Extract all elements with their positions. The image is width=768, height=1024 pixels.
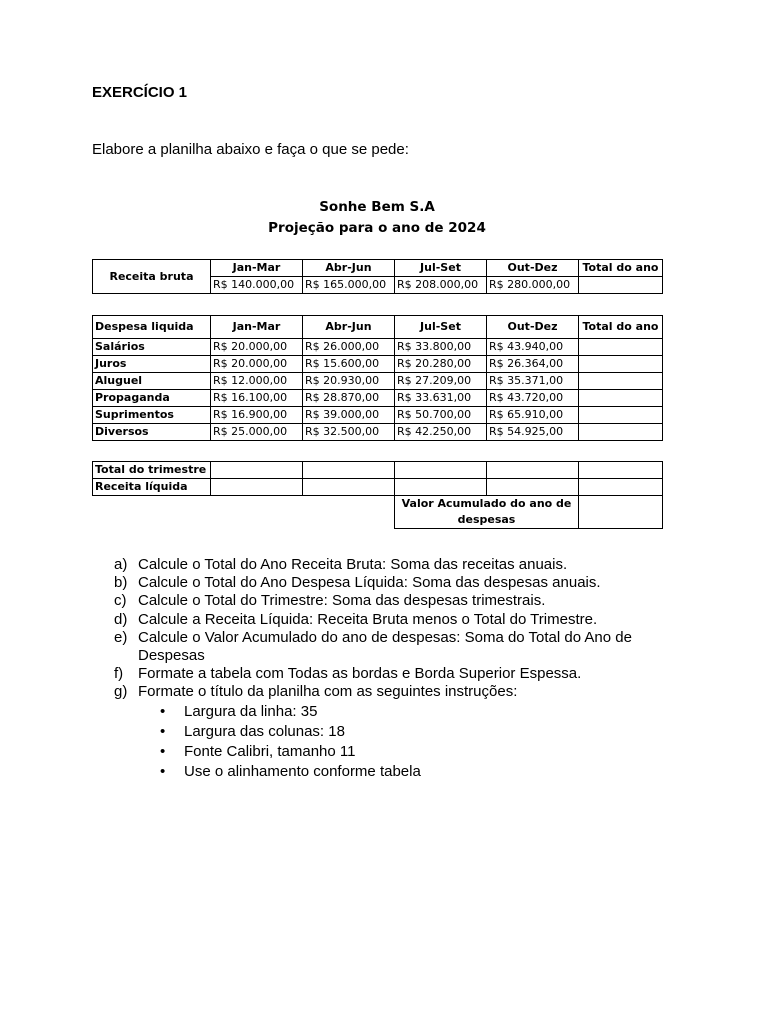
revenue-value-cell[interactable]: R$ 208.000,00 (395, 277, 487, 294)
total-trimestre-cell[interactable] (303, 462, 395, 479)
task-label: e) (114, 628, 128, 646)
empty-cell (211, 496, 303, 529)
expense-header-cell: Jul-Set (395, 316, 487, 339)
revenue-value-cell[interactable]: R$ 280.000,00 (487, 277, 579, 294)
sub-bullet-item (138, 742, 672, 762)
total-trimestre-cell[interactable] (395, 462, 487, 479)
expense-row-name: Suprimentos (93, 407, 211, 424)
task-text: Formate a tabela com Todas as bordas e Borda Superior Espessa. (138, 665, 582, 683)
expense-cell[interactable]: R$ 20.930,00 (303, 373, 395, 390)
total-trimestre-cell[interactable] (487, 462, 579, 479)
receita-liquida-cell[interactable] (487, 479, 579, 496)
expense-row-name: Diversos (93, 424, 211, 441)
revenue-header-cell: Jan-Mar (211, 260, 303, 277)
total-trimestre-row (93, 462, 663, 479)
expense-row-name: Aluguel (93, 373, 211, 390)
expense-cell[interactable]: R$ 28.870,00 (303, 390, 395, 407)
sub-bullet-text: Fonte Calibri, tamanho 11 (184, 742, 356, 760)
receita-liquida-cell[interactable] (303, 479, 395, 496)
task-label: c) (114, 592, 127, 610)
expense-cell[interactable]: R$ 43.720,00 (487, 390, 579, 407)
task-item (92, 611, 672, 629)
expense-cell[interactable]: R$ 16.100,00 (211, 390, 303, 407)
expense-cell[interactable]: R$ 20.000,00 (211, 339, 303, 356)
task-text: Calcule o Total do Ano Despesa Líquida: Soma das despesas anuais. (138, 574, 601, 592)
summary-table (92, 461, 663, 529)
expense-cell[interactable]: R$ 39.000,00 (303, 407, 395, 424)
valor-acumulado-row (93, 496, 663, 529)
task-label: d) (114, 610, 128, 628)
expense-cell[interactable]: R$ 32.500,00 (303, 424, 395, 441)
expense-cell[interactable]: R$ 20.000,00 (211, 356, 303, 373)
expense-cell[interactable]: R$ 33.800,00 (395, 339, 487, 356)
intro-text: Elabore a planilha abaixo e faça o que se pede: (92, 141, 409, 158)
expense-row-name: Salários (93, 339, 211, 356)
sub-bullet-item (138, 702, 672, 722)
total-trimestre-cell[interactable] (579, 462, 663, 479)
task-label: f) (114, 665, 124, 683)
expense-cell[interactable]: R$ 50.700,00 (395, 407, 487, 424)
expense-cell[interactable]: R$ 65.910,00 (487, 407, 579, 424)
total-trimestre-cell[interactable] (211, 462, 303, 479)
expense-row (93, 373, 663, 390)
sub-bullet-list (138, 702, 672, 782)
bullet-icon: • (160, 722, 166, 740)
expense-total-cell[interactable] (579, 424, 663, 441)
task-label: b) (114, 574, 128, 592)
expense-row (93, 390, 663, 407)
expense-cell[interactable]: R$ 16.900,00 (211, 407, 303, 424)
receita-liquida-row (93, 479, 663, 496)
expense-cell[interactable]: R$ 26.364,00 (487, 356, 579, 373)
task-item (92, 629, 672, 665)
bullet-icon: • (160, 702, 166, 720)
revenue-header-cell: Total do ano (579, 260, 663, 277)
empty-cell (93, 496, 211, 529)
expense-cell[interactable]: R$ 33.631,00 (395, 390, 487, 407)
expense-cell[interactable]: R$ 27.209,00 (395, 373, 487, 390)
expense-total-cell[interactable] (579, 407, 663, 424)
valor-acumulado-label: Valor Acumulado do ano de despesas (395, 496, 579, 529)
task-label: a) (114, 556, 128, 573)
task-text: Calcule a Receita Líquida: Receita Bruta menos o Total do Trimestre. (138, 610, 598, 628)
empty-cell (303, 496, 395, 529)
task-item (92, 665, 672, 683)
sub-bullet-item (138, 722, 672, 742)
revenue-header-row (93, 260, 663, 277)
expense-cell[interactable]: R$ 12.000,00 (211, 373, 303, 390)
revenue-total-cell[interactable] (579, 277, 663, 294)
receita-liquida-cell[interactable] (579, 479, 663, 496)
revenue-header-cell: Out-Dez (487, 260, 579, 277)
valor-acumulado-cell[interactable] (579, 496, 663, 529)
expense-table (92, 315, 663, 441)
revenue-value-cell[interactable]: R$ 165.000,00 (303, 277, 395, 294)
expense-header-cell: Out-Dez (487, 316, 579, 339)
expense-cell[interactable]: R$ 42.250,00 (395, 424, 487, 441)
bullet-icon: • (160, 762, 166, 780)
expense-header-cell: Jan-Mar (211, 316, 303, 339)
revenue-header-cell: Abr-Jun (303, 260, 395, 277)
revenue-value-cell[interactable]: R$ 140.000,00 (211, 277, 303, 294)
expense-header-cell: Total do ano (579, 316, 663, 339)
total-trimestre-label: Total do trimestre (93, 462, 211, 479)
receita-liquida-cell[interactable] (395, 479, 487, 496)
expense-row (93, 356, 663, 373)
expense-row (93, 339, 663, 356)
expense-cell[interactable]: R$ 20.280,00 (395, 356, 487, 373)
expense-row (93, 424, 663, 441)
task-item (92, 556, 672, 574)
expense-total-cell[interactable] (579, 356, 663, 373)
sub-bullet-text: Largura da linha: 35 (184, 702, 318, 720)
revenue-table (92, 259, 663, 294)
task-text: Calcule o Valor Acumulado do ano de despesas: Soma do Total do Ano de Despesas (138, 628, 632, 665)
expense-header-cell: Abr-Jun (303, 316, 395, 339)
expense-total-cell[interactable] (579, 373, 663, 390)
task-text: Formate o título da planilha com as seguintes instruções: (138, 683, 518, 701)
task-item (92, 683, 672, 781)
exercise-heading: EXERCÍCIO 1 (92, 84, 188, 101)
bullet-icon: • (160, 742, 166, 760)
expense-total-cell[interactable] (579, 339, 663, 356)
receita-liquida-cell[interactable] (211, 479, 303, 496)
expense-cell[interactable]: R$ 15.600,00 (303, 356, 395, 373)
expense-row (93, 407, 663, 424)
expense-cell[interactable]: R$ 54.925,00 (487, 424, 579, 441)
task-item (92, 592, 672, 610)
sheet-subtitle: Projeção para o ano de 2024 (268, 220, 486, 236)
task-list (92, 556, 672, 782)
task-item (92, 574, 672, 592)
sub-bullet-text: Use o alinhamento conforme tabela (184, 762, 421, 780)
expense-row-name: Propaganda (93, 390, 211, 407)
expense-header-row (93, 316, 663, 339)
expense-row-name: Juros (93, 356, 211, 373)
expense-total-cell[interactable] (579, 390, 663, 407)
revenue-header-cell: Jul-Set (395, 260, 487, 277)
expense-cell[interactable]: R$ 35.371,00 (487, 373, 579, 390)
revenue-label: Receita bruta (93, 260, 211, 294)
task-label: g) (114, 683, 128, 701)
task-text: Calcule o Total do Ano Receita Bruta: Soma das receitas anuais. (138, 556, 568, 573)
receita-liquida-label: Receita líquida (93, 479, 211, 496)
expense-label: Despesa liquida (93, 316, 211, 339)
task-text: Calcule o Total do Trimestre: Soma das despesas trimestrais. (138, 592, 546, 610)
sub-bullet-text: Largura das colunas: 18 (184, 722, 345, 740)
sheet-title: Sonhe Bem S.A (319, 199, 435, 215)
expense-cell[interactable]: R$ 43.940,00 (487, 339, 579, 356)
sub-bullet-item (138, 762, 672, 782)
expense-cell[interactable]: R$ 25.000,00 (211, 424, 303, 441)
expense-cell[interactable]: R$ 26.000,00 (303, 339, 395, 356)
